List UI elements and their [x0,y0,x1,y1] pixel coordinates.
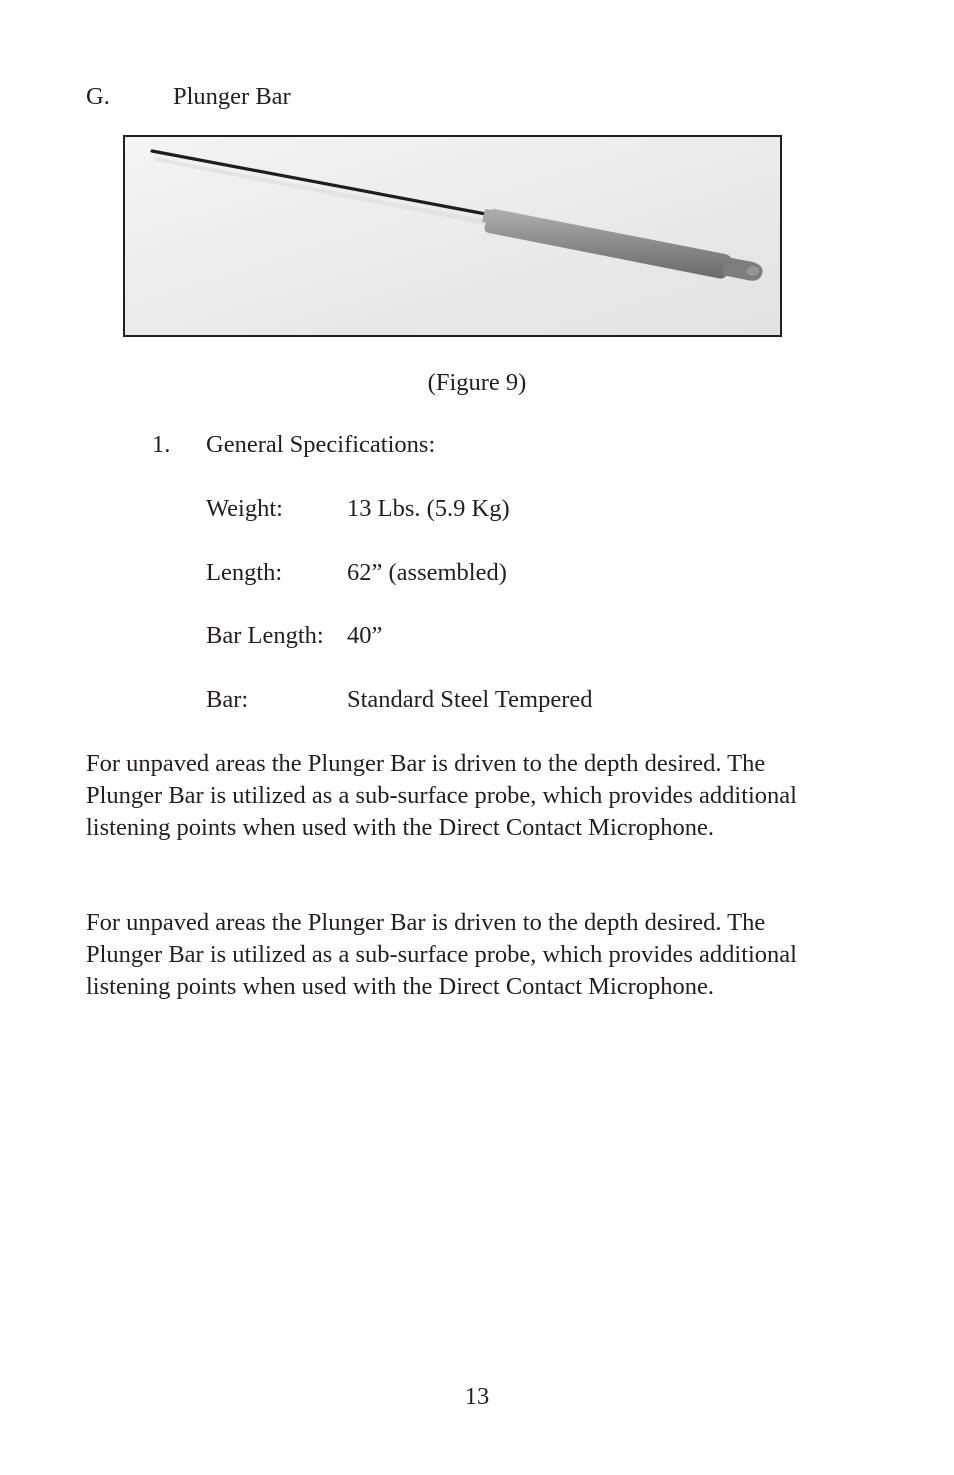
paragraph-line: Plunger Bar is utilized as a sub-surface probe, which provides additional [86,941,797,968]
paragraph-line: For unpaved areas the Plunger Bar is driven to the depth desired. The [86,909,766,936]
body-paragraph [86,748,886,844]
paragraph-line: listening points when used with the Direct Contact Microphone. [86,814,715,841]
list-number: 1. [152,431,171,458]
spec-label-bar-length: Bar Length: [206,622,324,649]
specs-heading: General Specifications: [206,431,436,458]
section-title: Plunger Bar [173,83,291,110]
plunger-bar-photo [123,135,782,337]
paragraph-line: For unpaved areas the Plunger Bar is driven to the depth desired. The [86,750,766,777]
spec-value-weight: 13 Lbs. (5.9 Kg) [347,495,510,522]
spec-label-length: Length: [206,559,283,586]
spec-value-bar-length: 40” [347,622,383,649]
body-paragraph [86,907,886,1003]
spec-label-weight: Weight: [206,495,283,522]
page-number: 13 [464,1383,490,1410]
figure-caption: (Figure 9) [427,369,527,396]
paragraph-line: Plunger Bar is utilized as a sub-surface probe, which provides additional [86,782,797,809]
spec-value-length: 62” (assembled) [347,559,507,586]
section-letter: G. [86,83,110,110]
spec-label-bar: Bar: [206,686,249,713]
paragraph-line: listening points when used with the Direct Contact Microphone. [86,973,715,1000]
spec-value-bar: Standard Steel Tempered [347,686,593,713]
